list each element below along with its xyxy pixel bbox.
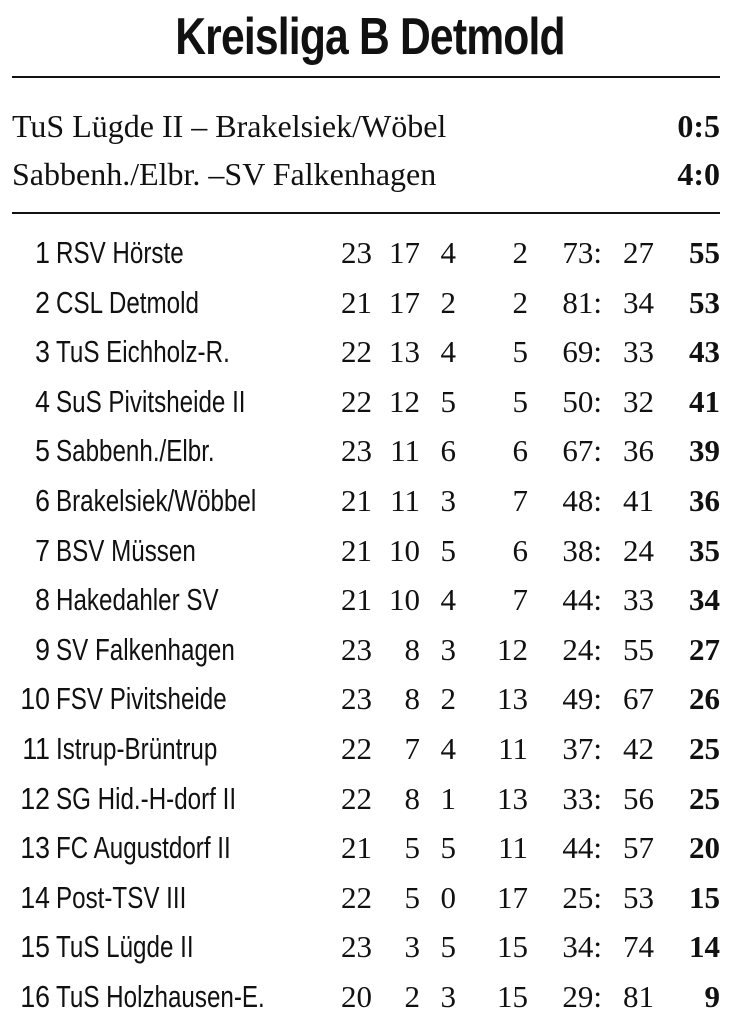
games-drawn: 1 <box>440 780 456 816</box>
team-name: RSV Hörste <box>56 235 184 270</box>
points: 15 <box>689 879 720 915</box>
games-lost: 7 <box>512 582 528 618</box>
table-row <box>0 575 740 625</box>
team-name: SG Hid.-H-dorf II <box>56 780 237 816</box>
games-won: 8 <box>404 780 420 816</box>
games-won: 17 <box>389 284 420 320</box>
table-row <box>0 625 740 675</box>
points: 39 <box>689 433 720 469</box>
goals-for: 38: <box>562 532 602 568</box>
page-title: Kreisliga B Detmold <box>175 8 565 66</box>
table-row <box>0 873 740 923</box>
games-lost: 13 <box>497 780 528 816</box>
result-match: TuS Lügde II – Brakelsiek/Wöbel <box>12 108 447 144</box>
games-drawn: 6 <box>440 433 456 469</box>
games-won: 8 <box>404 681 420 717</box>
table-row <box>0 377 740 427</box>
goals-for: 67: <box>562 433 602 469</box>
rank-cell: 5 <box>35 433 50 469</box>
standings-table <box>0 228 740 1022</box>
team-name: SuS Pivitsheide II <box>56 383 246 419</box>
points: 26 <box>689 681 720 717</box>
divider-middle <box>12 212 720 214</box>
team-name: BSV Müssen <box>56 532 196 568</box>
games-drawn: 3 <box>440 482 456 518</box>
team-name: FSV Pivitsheide <box>56 681 227 717</box>
goals-against: 56 <box>623 780 654 816</box>
goals-against: 33 <box>623 582 654 618</box>
games-drawn: 4 <box>440 235 456 270</box>
table-row <box>0 278 740 328</box>
goals-against: 74 <box>623 929 654 965</box>
games-lost: 6 <box>512 532 528 568</box>
goals-against: 67 <box>623 681 654 717</box>
points: 53 <box>689 284 720 320</box>
games-lost: 5 <box>512 334 528 370</box>
goals-against: 33 <box>623 334 654 370</box>
rank-cell: 12 <box>20 780 50 816</box>
goals-for: 81: <box>562 284 602 320</box>
points: 14 <box>689 929 720 965</box>
rank-cell: 8 <box>35 582 50 618</box>
goals-for: 50: <box>562 383 602 419</box>
games-won: 13 <box>389 334 420 370</box>
goals-against: 32 <box>623 383 654 419</box>
points: 55 <box>689 235 720 270</box>
games-lost: 11 <box>498 830 528 866</box>
rank-cell: 1 <box>35 235 50 270</box>
table-row <box>0 327 740 377</box>
rank-cell: 7 <box>35 532 50 568</box>
result-match: Sabbenh./Elbr. –SV Falkenhagen <box>12 156 437 192</box>
goals-against: 41 <box>623 482 654 518</box>
games-drawn: 3 <box>440 978 456 1014</box>
divider-top <box>12 76 720 78</box>
points: 41 <box>689 383 720 419</box>
games-lost: 6 <box>512 433 528 469</box>
table-row <box>0 774 740 824</box>
games-won: 11 <box>390 433 420 469</box>
games-won: 17 <box>389 235 420 270</box>
games-lost: 12 <box>497 631 528 667</box>
goals-against: 42 <box>623 730 654 766</box>
games-drawn: 0 <box>440 879 456 915</box>
games-played: 21 <box>341 482 372 518</box>
points: 35 <box>689 532 720 568</box>
rank-cell: 16 <box>20 978 50 1014</box>
goals-for: 37: <box>562 730 602 766</box>
games-played: 21 <box>341 532 372 568</box>
games-played: 23 <box>341 433 372 469</box>
team-name: CSL Detmold <box>56 284 199 320</box>
table-row <box>0 972 740 1022</box>
team-name: TuS Lügde II <box>56 929 194 965</box>
games-won: 10 <box>389 532 420 568</box>
games-played: 21 <box>341 582 372 618</box>
result-row <box>12 102 720 150</box>
points: 34 <box>689 582 720 618</box>
goals-for: 24: <box>562 631 602 667</box>
games-played: 22 <box>341 780 372 816</box>
games-drawn: 4 <box>440 334 456 370</box>
goals-against: 34 <box>623 284 654 320</box>
goals-for: 73: <box>562 235 602 270</box>
table-row <box>0 228 740 278</box>
points: 36 <box>689 482 720 518</box>
rank-cell: 13 <box>20 830 50 866</box>
rank-cell: 14 <box>20 879 50 915</box>
points: 25 <box>689 730 720 766</box>
games-drawn: 5 <box>440 830 456 866</box>
rank-cell: 2 <box>35 284 50 320</box>
games-drawn: 4 <box>440 730 456 766</box>
goals-for: 25: <box>562 879 602 915</box>
games-played: 23 <box>341 235 372 270</box>
points: 43 <box>689 334 720 370</box>
team-name: SV Falkenhagen <box>56 631 235 667</box>
goals-for: 69: <box>562 334 602 370</box>
rank-cell: 4 <box>35 383 50 419</box>
result-score: 4:0 <box>677 156 720 192</box>
points: 20 <box>689 830 720 866</box>
games-played: 21 <box>341 284 372 320</box>
rank-cell: 3 <box>35 334 50 370</box>
team-name: Post-TSV III <box>56 879 187 915</box>
goals-for: 33: <box>562 780 602 816</box>
games-drawn: 5 <box>440 532 456 568</box>
result-row <box>12 150 720 198</box>
games-lost: 13 <box>497 681 528 717</box>
team-name: TuS Holzhausen-E. <box>56 978 265 1014</box>
rank-cell: 10 <box>20 681 50 717</box>
games-played: 23 <box>341 631 372 667</box>
team-name: FC Augustdorf II <box>56 830 231 866</box>
games-lost: 15 <box>497 978 528 1014</box>
games-played: 23 <box>341 929 372 965</box>
games-played: 20 <box>341 978 372 1014</box>
goals-for: 34: <box>562 929 602 965</box>
games-drawn: 2 <box>440 284 456 320</box>
goals-against: 24 <box>623 532 654 568</box>
goals-for: 44: <box>562 582 602 618</box>
table-row <box>0 724 740 774</box>
table-row <box>0 426 740 476</box>
games-drawn: 3 <box>440 631 456 667</box>
points: 25 <box>689 780 720 816</box>
games-lost: 15 <box>497 929 528 965</box>
rank-cell: 6 <box>35 482 50 518</box>
goals-for: 48: <box>562 482 602 518</box>
games-won: 3 <box>404 929 420 965</box>
games-played: 22 <box>341 879 372 915</box>
games-drawn: 5 <box>440 383 456 419</box>
games-won: 7 <box>404 730 420 766</box>
games-drawn: 4 <box>440 582 456 618</box>
games-won: 5 <box>404 830 420 866</box>
games-lost: 17 <box>497 879 528 915</box>
games-lost: 5 <box>512 383 528 419</box>
goals-for: 49: <box>562 681 602 717</box>
goals-against: 36 <box>623 433 654 469</box>
team-name: Istrup-Brüntrup <box>56 730 218 766</box>
team-name: Sabbenh./Elbr. <box>56 433 215 469</box>
games-lost: 11 <box>498 730 528 766</box>
games-played: 22 <box>341 730 372 766</box>
goals-against: 27 <box>623 235 654 270</box>
table-row <box>0 476 740 526</box>
games-drawn: 5 <box>440 929 456 965</box>
goals-against: 57 <box>623 830 654 866</box>
games-won: 8 <box>404 631 420 667</box>
points: 9 <box>704 978 720 1014</box>
games-played: 22 <box>341 334 372 370</box>
match-results <box>12 102 720 198</box>
games-played: 23 <box>341 681 372 717</box>
table-row <box>0 526 740 576</box>
goals-against: 55 <box>623 631 654 667</box>
table-row <box>0 922 740 972</box>
table-row <box>0 674 740 724</box>
games-won: 11 <box>390 482 420 518</box>
team-name: Brakelsiek/Wöbbel <box>56 482 257 518</box>
result-score: 0:5 <box>677 108 720 144</box>
games-lost: 7 <box>512 482 528 518</box>
team-name: TuS Eichholz-R. <box>56 334 230 370</box>
team-name: Hakedahler SV <box>56 582 219 618</box>
games-won: 10 <box>389 582 420 618</box>
rank-cell: 15 <box>20 929 50 965</box>
goals-against: 81 <box>623 978 654 1014</box>
rank-cell: 9 <box>35 631 50 667</box>
games-lost: 2 <box>512 235 528 270</box>
games-played: 21 <box>341 830 372 866</box>
games-won: 12 <box>389 383 420 419</box>
games-drawn: 2 <box>440 681 456 717</box>
games-won: 5 <box>404 879 420 915</box>
goals-for: 44: <box>562 830 602 866</box>
table-row <box>0 823 740 873</box>
goals-for: 29: <box>562 978 602 1014</box>
rank-cell: 11 <box>22 730 50 766</box>
points: 27 <box>689 631 720 667</box>
games-played: 22 <box>341 383 372 419</box>
goals-against: 53 <box>623 879 654 915</box>
games-won: 2 <box>404 978 420 1014</box>
games-lost: 2 <box>512 284 528 320</box>
